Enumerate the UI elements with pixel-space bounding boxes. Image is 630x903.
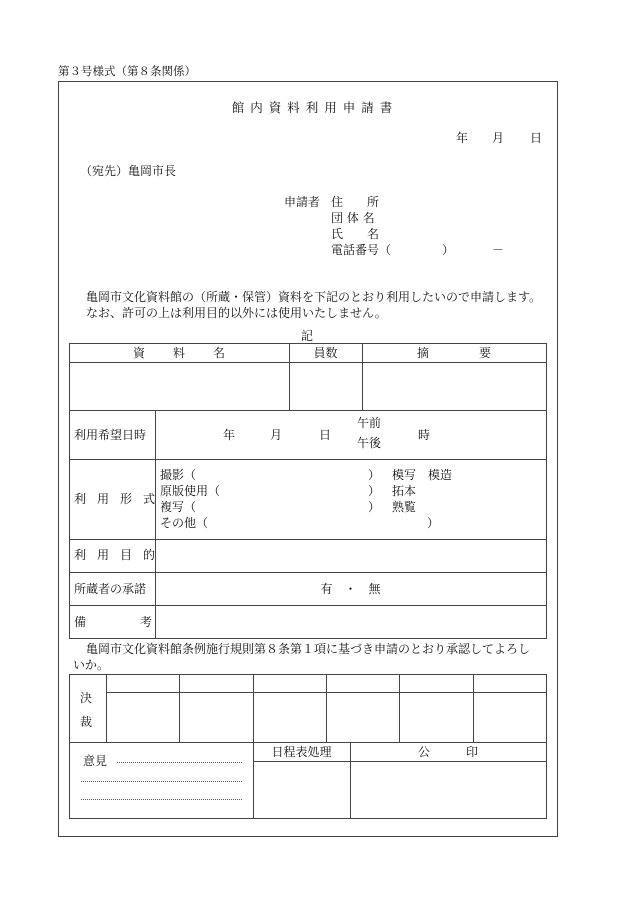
decision-line [546, 674, 547, 819]
header-summary: 摘要 [416, 346, 541, 360]
addressee: （宛先）亀岡市長 [80, 164, 177, 178]
decision-line [326, 674, 327, 742]
table-line [69, 410, 547, 411]
table-line [155, 410, 156, 638]
usage-item: 複写（ [160, 500, 197, 514]
body-text-line2: なお、許可の上は利用目的以外には使用いたしません。 [86, 306, 387, 320]
bottom-line [69, 818, 547, 819]
body-text-line1: 亀岡市文化資料館の（所蔵・保管）資料を下記のとおり利用したいので申請します。 [86, 290, 542, 304]
date-year: 年 [456, 131, 469, 145]
decision-line [473, 674, 474, 742]
header-material: 資料名 [132, 346, 253, 360]
desired-month: 月 [270, 428, 283, 442]
table-line [69, 459, 547, 460]
decision-line [399, 674, 400, 742]
approval-text-line2: いか。 [73, 658, 110, 672]
table-line [69, 572, 547, 573]
usage-form-label: 利用形式 [74, 492, 167, 506]
remarks-label: 備考 [74, 615, 207, 629]
usage-close: ） [368, 500, 381, 514]
applicant-phone-dash: － [492, 243, 505, 257]
usage-close: ） [427, 516, 440, 530]
schedule-label: 日程表処理 [271, 745, 332, 759]
usage-item: 原版使用（ [160, 484, 221, 498]
usage-right-item: 熟覧 [392, 500, 417, 514]
applicant-name-label: 氏 名 [331, 227, 380, 241]
desired-datetime-label: 利用希望日時 [74, 428, 147, 442]
usage-right-item: 模写 模造 [392, 468, 453, 482]
date-day: 日 [530, 131, 543, 145]
usage-close: ） [368, 484, 381, 498]
table-line [69, 343, 547, 344]
consent-label: 所蔵者の承諾 [74, 582, 147, 596]
usage-close: ） [368, 468, 381, 482]
desired-hour: 時 [418, 428, 431, 442]
purpose-label: 利用目的 [74, 548, 167, 562]
applicant-org-label: 団 体 名 [331, 211, 375, 225]
decision-line [179, 674, 180, 742]
opinion-label: 意見 [83, 754, 108, 768]
decision-label-1: 決 [80, 691, 93, 705]
applicant-phone-label: 電話番号（ [331, 243, 392, 257]
decision-line [106, 674, 107, 742]
approval-text-line1: 亀岡市文化資料館条例施行規則第８条第１項に基づき申請のとおり承認してよろし [86, 642, 531, 656]
table-line [69, 638, 547, 639]
page-title: 館内資料利用申請書 [231, 100, 399, 115]
table-line [69, 605, 547, 606]
desired-pm: 午後 [357, 436, 382, 450]
form-number: 第３号様式（第８条関係） [58, 64, 196, 78]
decision-line [69, 674, 70, 819]
bottom-line [253, 761, 547, 762]
seal-label: 公 印 [417, 745, 478, 759]
desired-am: 午前 [357, 416, 382, 430]
opinion-dotted-line [117, 762, 242, 763]
usage-item: その他（ [160, 516, 209, 530]
applicant-address-label: 住 所 [331, 195, 380, 209]
opinion-dotted-line [81, 799, 242, 800]
applicant-phone-close: ） [442, 243, 455, 257]
decision-line [69, 674, 547, 675]
table-line [546, 343, 547, 638]
usage-item: 撮影（ [160, 468, 197, 482]
table-line [69, 539, 547, 540]
decision-label-2: 裁 [80, 715, 93, 729]
consent-value: 有 ・ 無 [320, 582, 381, 596]
table-line [69, 362, 547, 363]
header-count: 員数 [313, 346, 338, 360]
decision-line [69, 742, 547, 743]
desired-day: 日 [319, 428, 332, 442]
usage-right-item: 拓本 [392, 484, 417, 498]
decision-line [253, 674, 254, 742]
applicant-label: 申請者 [284, 195, 321, 209]
ki-label: 記 [301, 329, 314, 343]
date-month: 月 [492, 131, 505, 145]
desired-year: 年 [223, 428, 236, 442]
opinion-dotted-line [81, 781, 242, 782]
table-line [69, 343, 70, 638]
